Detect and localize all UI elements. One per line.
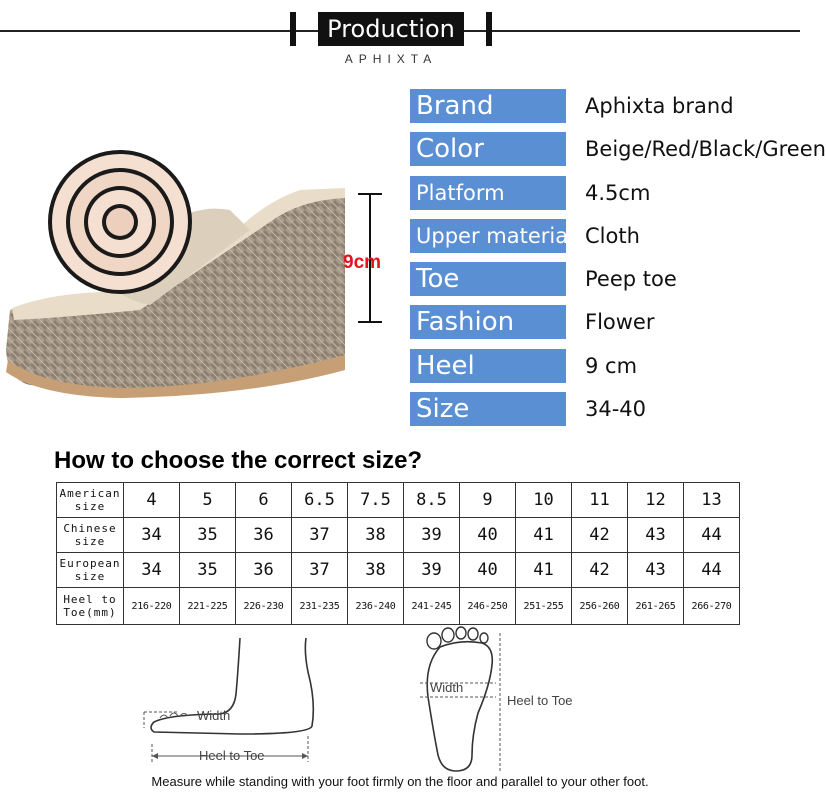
- size-chart-title: How to choose the correct size?: [54, 447, 423, 474]
- top-width-label: Width: [430, 680, 464, 695]
- spec-key: Fashion: [410, 305, 566, 339]
- size-cell: 41: [516, 518, 572, 553]
- header-subtitle: APHIXTA: [344, 52, 438, 66]
- row-header-line: size: [74, 570, 106, 583]
- spec-key: Heel: [410, 349, 566, 383]
- size-cell: 6: [236, 483, 292, 518]
- size-cell: 35: [180, 518, 236, 553]
- size-cell: 5: [180, 483, 236, 518]
- size-cell: 231-235: [292, 588, 348, 625]
- foot-top-diagram: [400, 625, 520, 775]
- spec-row: [410, 89, 800, 123]
- spec-row: [410, 349, 800, 383]
- size-cell: 11: [572, 483, 628, 518]
- size-cell: 39: [404, 518, 460, 553]
- spec-key: Toe: [410, 262, 566, 296]
- table-row: [57, 553, 740, 588]
- spec-value: 34-40: [585, 397, 647, 421]
- spec-key: Brand: [410, 89, 566, 123]
- size-cell: 13: [684, 483, 740, 518]
- header-title: Production: [318, 12, 464, 46]
- row-header-line: Heel to: [63, 593, 117, 606]
- spec-row: [410, 219, 800, 253]
- size-cell: 261-265: [628, 588, 684, 625]
- size-cell: 36: [236, 553, 292, 588]
- size-cell: 7.5: [348, 483, 404, 518]
- size-cell: 241-245: [404, 588, 460, 625]
- size-cell: 44: [684, 518, 740, 553]
- row-header: [57, 588, 124, 625]
- spec-value: 9 cm: [585, 354, 638, 378]
- size-table: [56, 482, 740, 625]
- header-rule-right: [464, 30, 800, 32]
- spec-value: 4.5cm: [585, 181, 651, 205]
- size-cell: 34: [124, 553, 180, 588]
- side-width-label: Width: [197, 708, 231, 723]
- size-cell: 41: [516, 553, 572, 588]
- header-accent-left: [290, 12, 296, 46]
- size-cell: 37: [292, 518, 348, 553]
- row-header: [57, 483, 124, 518]
- row-header-line: Toe(mm): [63, 606, 117, 619]
- size-cell: 40: [460, 553, 516, 588]
- size-cell: 42: [572, 553, 628, 588]
- height-label: 9cm: [343, 252, 382, 273]
- spec-key: Size: [410, 392, 566, 426]
- size-cell: 266-270: [684, 588, 740, 625]
- row-header: [57, 518, 124, 553]
- row-header-line: European: [59, 557, 121, 570]
- size-cell: 216-220: [124, 588, 180, 625]
- size-cell: 42: [572, 518, 628, 553]
- table-row: [57, 518, 740, 553]
- size-cell: 256-260: [572, 588, 628, 625]
- size-cell: 251-255: [516, 588, 572, 625]
- size-cell: 44: [684, 553, 740, 588]
- spec-row: [410, 132, 826, 166]
- flower-decoration: [48, 150, 192, 294]
- size-cell: 35: [180, 553, 236, 588]
- spec-value: Cloth: [585, 224, 640, 248]
- spec-value: Beige/Red/Black/Green: [585, 137, 826, 161]
- size-cell: 246-250: [460, 588, 516, 625]
- header-rule-left: [0, 30, 318, 32]
- size-cell: 10: [516, 483, 572, 518]
- size-cell: 38: [348, 553, 404, 588]
- spec-row: [410, 305, 800, 339]
- row-header-line: size: [74, 500, 106, 513]
- size-cell: 221-225: [180, 588, 236, 625]
- side-length-label: Heel to Toe: [199, 748, 265, 763]
- size-cell: 236-240: [348, 588, 404, 625]
- product-image: [0, 160, 345, 400]
- measure-instruction: Measure while standing with your foot firmly on the floor and parallel to your other foot.: [151, 774, 649, 789]
- spec-row: [410, 176, 800, 210]
- size-cell: 37: [292, 553, 348, 588]
- size-cell: 43: [628, 553, 684, 588]
- header-accent-right: [486, 12, 492, 46]
- size-cell: 6.5: [292, 483, 348, 518]
- spec-row: [410, 262, 800, 296]
- size-cell: 8.5: [404, 483, 460, 518]
- table-row: [57, 588, 740, 625]
- top-length-label: Heel to Toe: [507, 693, 573, 708]
- size-cell: 43: [628, 518, 684, 553]
- size-cell: 38: [348, 518, 404, 553]
- spec-value: Flower: [585, 310, 655, 334]
- spec-value: Peep toe: [585, 267, 677, 291]
- spec-value: Aphixta brand: [585, 94, 734, 118]
- size-cell: 12: [628, 483, 684, 518]
- size-cell: 226-230: [236, 588, 292, 625]
- row-header-line: Chinese: [63, 522, 117, 535]
- spec-key: Platform: [410, 176, 566, 210]
- size-cell: 40: [460, 518, 516, 553]
- size-cell: 36: [236, 518, 292, 553]
- row-header-line: size: [74, 535, 106, 548]
- size-cell: 9: [460, 483, 516, 518]
- size-cell: 4: [124, 483, 180, 518]
- table-row: [57, 483, 740, 518]
- spec-key: Color: [410, 132, 566, 166]
- row-header: [57, 553, 124, 588]
- spec-row: [410, 392, 800, 426]
- size-cell: 39: [404, 553, 460, 588]
- spec-key: Upper material: [410, 219, 566, 253]
- size-cell: 34: [124, 518, 180, 553]
- row-header-line: American: [59, 487, 121, 500]
